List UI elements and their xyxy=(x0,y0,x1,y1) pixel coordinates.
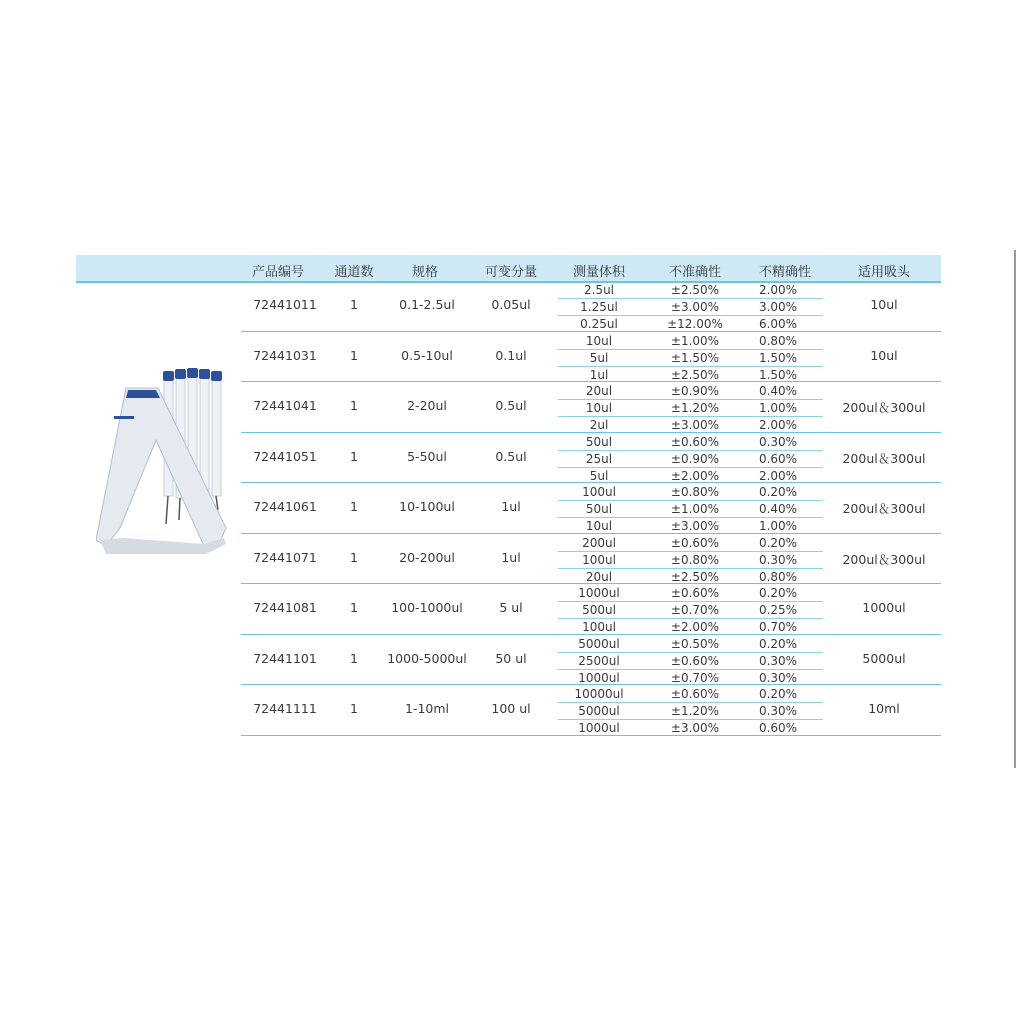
cell-inaccuracy: ±1.00% xyxy=(670,502,720,516)
cell-channels: 1 xyxy=(350,701,358,717)
cell-volume: 5ul xyxy=(589,468,609,483)
cell-imprecision: 0.30% xyxy=(758,434,798,449)
cell-code: 72441101 xyxy=(253,650,317,666)
cell-channels: 1 xyxy=(350,499,358,515)
cell-volume: 500ul xyxy=(582,603,616,617)
row-divider xyxy=(241,533,941,534)
cell-code: 72441111 xyxy=(253,701,317,717)
cell-spec: 5-50ul xyxy=(407,448,447,464)
cell-volume: 10ul xyxy=(585,519,613,533)
cell-code: 72441081 xyxy=(253,600,317,616)
cell-volume: 2500ul xyxy=(578,653,620,668)
cell-inaccuracy: ±2.50% xyxy=(670,283,720,297)
cell-inaccuracy: ±3.00% xyxy=(670,418,720,432)
cell-increment: 100 ul xyxy=(491,701,531,717)
page-edge-line xyxy=(1014,250,1016,768)
cell-spec: 1000-5000ul xyxy=(387,650,467,666)
cell-imprecision: 0.30% xyxy=(758,704,798,718)
cell-inaccuracy: ±0.80% xyxy=(670,552,720,567)
cell-volume: 1ul xyxy=(589,367,609,382)
cell-imprecision: 0.20% xyxy=(758,586,798,600)
cell-inaccuracy: ±1.20% xyxy=(670,401,720,415)
cell-volume: 100ul xyxy=(582,620,616,634)
cell-volume: 5000ul xyxy=(578,636,620,651)
cell-inaccuracy: ±0.70% xyxy=(670,603,720,617)
cell-imprecision: 0.80% xyxy=(758,569,798,584)
cell-volume: 0.25ul xyxy=(580,317,618,331)
cell-volume: 1000ul xyxy=(578,721,620,735)
cell-inaccuracy: ±0.60% xyxy=(670,687,720,701)
cell-imprecision: 0.20% xyxy=(758,535,798,550)
cell-inaccuracy: ±0.80% xyxy=(670,485,720,499)
pipette-rack-image xyxy=(96,368,242,558)
cell-volume: 1.25ul xyxy=(580,300,618,314)
header-cell: 规格 xyxy=(411,265,438,280)
cell-imprecision: 0.70% xyxy=(758,620,798,634)
cell-inaccuracy: ±0.70% xyxy=(670,670,720,685)
cell-tip: 200ul＆300ul xyxy=(842,450,926,466)
cell-volume: 25ul xyxy=(585,451,613,466)
cell-volume: 1000ul xyxy=(578,586,620,600)
cell-volume: 50ul xyxy=(585,502,613,516)
cell-inaccuracy: ±1.20% xyxy=(670,704,720,718)
cell-volume: 100ul xyxy=(582,552,616,567)
cell-channels: 1 xyxy=(350,650,358,666)
cell-increment: 0.5ul xyxy=(495,448,527,464)
cell-inaccuracy: ±1.50% xyxy=(670,350,720,365)
cell-tip: 1000ul xyxy=(862,600,906,616)
cell-volume: 50ul xyxy=(585,434,613,449)
cell-imprecision: 1.50% xyxy=(758,367,798,382)
cell-channels: 1 xyxy=(350,448,358,464)
cell-imprecision: 0.25% xyxy=(758,603,798,617)
cell-volume: 10000ul xyxy=(574,687,624,701)
cell-increment: 5 ul xyxy=(499,600,523,616)
header-cell: 通道数 xyxy=(334,265,374,280)
row-divider xyxy=(241,432,941,433)
cell-increment: 1ul xyxy=(501,549,521,565)
cell-code: 72441041 xyxy=(253,398,317,414)
row-divider xyxy=(241,735,941,736)
cell-imprecision: 0.60% xyxy=(758,451,798,466)
cell-code: 72441061 xyxy=(253,499,317,515)
cell-imprecision: 1.00% xyxy=(758,519,798,533)
cell-imprecision: 3.00% xyxy=(758,300,798,314)
cell-volume: 5ul xyxy=(589,350,609,365)
cell-spec: 0.1-2.5ul xyxy=(399,297,455,313)
cell-imprecision: 0.40% xyxy=(758,384,798,398)
cell-tip: 200ul＆300ul xyxy=(842,551,926,567)
cell-imprecision: 0.30% xyxy=(758,552,798,567)
cell-imprecision: 1.50% xyxy=(758,350,798,365)
cell-imprecision: 0.20% xyxy=(758,687,798,701)
cell-tip: 200ul＆300ul xyxy=(842,501,926,517)
cell-imprecision: 0.30% xyxy=(758,670,798,685)
cell-imprecision: 0.60% xyxy=(758,721,798,735)
row-divider xyxy=(241,583,941,584)
cell-tip: 5000ul xyxy=(862,650,906,666)
cell-channels: 1 xyxy=(350,398,358,414)
cell-inaccuracy: ±0.90% xyxy=(670,384,720,398)
cell-code: 72441031 xyxy=(253,347,317,363)
cell-spec: 100-1000ul xyxy=(391,600,463,616)
cell-spec: 0.5-10ul xyxy=(401,347,453,363)
cell-code: 72441011 xyxy=(253,297,317,313)
row-divider xyxy=(241,331,941,332)
cell-imprecision: 0.20% xyxy=(758,485,798,499)
cell-imprecision: 6.00% xyxy=(758,317,798,331)
cell-tip: 10ul xyxy=(870,347,898,363)
cell-spec: 10-100ul xyxy=(399,499,455,515)
row-divider xyxy=(241,381,941,382)
cell-spec: 20-200ul xyxy=(399,549,455,565)
cell-imprecision: 0.80% xyxy=(758,333,798,348)
cell-increment: 0.1ul xyxy=(495,347,527,363)
cell-imprecision: 0.40% xyxy=(758,502,798,516)
cell-volume: 20ul xyxy=(585,569,613,584)
cell-increment: 1ul xyxy=(501,499,521,515)
cell-volume: 1000ul xyxy=(578,670,620,685)
cell-channels: 1 xyxy=(350,600,358,616)
row-divider xyxy=(241,634,941,635)
cell-inaccuracy: ±3.00% xyxy=(670,721,720,735)
cell-code: 72441051 xyxy=(253,448,317,464)
cell-inaccuracy: ±0.60% xyxy=(670,586,720,600)
cell-imprecision: 0.30% xyxy=(758,653,798,668)
cell-increment: 0.5ul xyxy=(495,398,527,414)
cell-channels: 1 xyxy=(350,549,358,565)
cell-inaccuracy: ±0.60% xyxy=(670,653,720,668)
header-cell: 不准确性 xyxy=(668,265,721,280)
cell-inaccuracy: ±2.00% xyxy=(670,620,720,634)
cell-inaccuracy: ±0.60% xyxy=(670,434,720,449)
cell-increment: 50 ul xyxy=(495,650,527,666)
cell-volume: 100ul xyxy=(582,485,616,499)
header-cell: 可变分量 xyxy=(484,265,537,280)
cell-channels: 1 xyxy=(350,347,358,363)
cell-imprecision: 2.00% xyxy=(758,418,798,432)
cell-tip: 10ul xyxy=(870,297,898,313)
row-divider xyxy=(241,684,941,685)
cell-volume: 5000ul xyxy=(578,704,620,718)
cell-imprecision: 1.00% xyxy=(758,401,798,415)
cell-volume: 20ul xyxy=(585,384,613,398)
cell-inaccuracy: ±0.50% xyxy=(670,636,720,651)
cell-inaccuracy: ±3.00% xyxy=(670,300,720,314)
cell-tip: 10ml xyxy=(868,701,900,717)
cell-imprecision: 0.20% xyxy=(758,636,798,651)
cell-spec: 1-10ml xyxy=(404,701,450,717)
row-divider xyxy=(241,482,941,483)
cell-inaccuracy: ±2.50% xyxy=(670,367,720,382)
cell-inaccuracy: ±12.00% xyxy=(667,317,723,331)
cell-volume: 10ul xyxy=(585,401,613,415)
header-cell: 测量体积 xyxy=(572,265,625,280)
cell-inaccuracy: ±2.50% xyxy=(670,569,720,584)
cell-spec: 2-20ul xyxy=(407,398,447,414)
cell-tip: 200ul＆300ul xyxy=(842,400,926,416)
cell-inaccuracy: ±1.00% xyxy=(670,333,720,348)
cell-volume: 200ul xyxy=(582,535,616,550)
header-cell: 产品编号 xyxy=(251,265,304,280)
cell-volume: 10ul xyxy=(585,333,613,348)
cell-increment: 0.05ul xyxy=(491,297,531,313)
cell-code: 72441071 xyxy=(253,549,317,565)
cell-inaccuracy: ±0.60% xyxy=(670,535,720,550)
header-cell: 不精确性 xyxy=(758,265,811,280)
cell-inaccuracy: ±0.90% xyxy=(670,451,720,466)
cell-imprecision: 2.00% xyxy=(758,283,798,297)
cell-inaccuracy: ±3.00% xyxy=(670,519,720,533)
cell-volume: 2.5ul xyxy=(583,283,615,297)
cell-volume: 2ul xyxy=(589,418,609,432)
cell-imprecision: 2.00% xyxy=(758,468,798,483)
header-cell: 适用吸头 xyxy=(857,265,910,280)
cell-inaccuracy: ±2.00% xyxy=(670,468,720,483)
cell-channels: 1 xyxy=(350,297,358,313)
